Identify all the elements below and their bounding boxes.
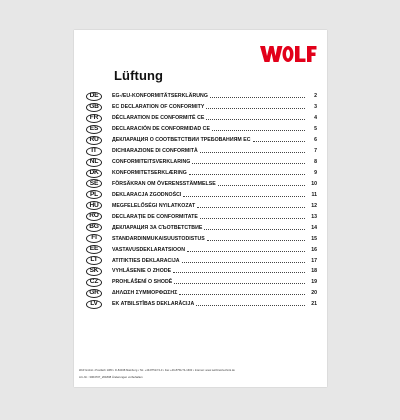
dot-leader bbox=[253, 138, 305, 142]
language-badge: IT bbox=[86, 147, 102, 156]
dot-leader bbox=[206, 105, 305, 109]
language-badge: DE bbox=[86, 92, 102, 101]
footer-address: Wolf GmbH • Postfach 1380 • D-84048 Mainburg • Tel. +49-8751/74-0 • Fax +49-8751/74-1600 • Internet: www.wolf-heiztechnik.de bbox=[79, 369, 235, 372]
toc-page-number: 8 bbox=[314, 159, 317, 166]
toc-page-number: 13 bbox=[311, 213, 317, 220]
language-badge: CZ bbox=[86, 278, 102, 287]
toc-page-number: 18 bbox=[311, 268, 317, 275]
toc-page-number: 11 bbox=[311, 191, 317, 198]
dot-leader bbox=[173, 269, 305, 273]
toc-page-number: 17 bbox=[311, 257, 317, 264]
language-badge: RU bbox=[86, 136, 102, 145]
language-badge: RO bbox=[86, 212, 102, 221]
toc-row-ee[interactable] bbox=[86, 244, 317, 255]
language-badge: SE bbox=[86, 179, 102, 188]
toc-label: PROHLÁŠENÍ O SHODĚ bbox=[112, 279, 173, 286]
table-of-contents bbox=[86, 91, 317, 310]
toc-label: STANDARDINMUKAISUUSTODISTUS bbox=[112, 235, 205, 242]
toc-label: DICHIARAZIONE DI CONFORMITÀ bbox=[112, 148, 198, 155]
toc-row-se[interactable] bbox=[86, 179, 317, 190]
toc-row-nl[interactable] bbox=[86, 157, 317, 168]
dot-leader bbox=[179, 291, 305, 295]
language-badge: FI bbox=[86, 234, 102, 243]
toc-row-pl[interactable] bbox=[86, 189, 317, 200]
toc-label: ΔΗΛΩΣΗ ΣΥΜΜΟΡΦΩΣΗΣ bbox=[112, 290, 178, 297]
toc-label: EG-/EU-KONFORMITÄTSERKLÄRUNG bbox=[112, 93, 208, 100]
dot-leader bbox=[192, 160, 305, 164]
toc-row-de[interactable] bbox=[86, 91, 317, 102]
toc-page-number: 21 bbox=[311, 301, 317, 308]
document-page bbox=[74, 30, 327, 387]
dot-leader bbox=[212, 127, 305, 131]
toc-row-hu[interactable] bbox=[86, 200, 317, 211]
language-badge: GR bbox=[86, 289, 102, 298]
language-badge: DK bbox=[86, 169, 102, 178]
toc-label: DÉCLARATION DE CONFORMITÉ CE bbox=[112, 115, 205, 122]
toc-row-gr[interactable] bbox=[86, 288, 317, 299]
toc-page-number: 12 bbox=[311, 202, 317, 209]
toc-label: FÖRSÄKRAN OM ÖVERENSSTÄMMELSE bbox=[112, 180, 216, 187]
dot-leader bbox=[182, 259, 305, 263]
toc-page-number: 9 bbox=[314, 170, 317, 177]
language-badge: BG bbox=[86, 223, 102, 232]
toc-label: KONFORMITETSERKLÆRING bbox=[112, 170, 187, 177]
toc-page-number: 10 bbox=[311, 180, 317, 187]
dot-leader bbox=[196, 302, 305, 306]
dot-leader bbox=[206, 116, 305, 120]
dot-leader bbox=[189, 171, 305, 175]
toc-page-number: 15 bbox=[311, 235, 317, 242]
toc-label: EC DECLARATION OF CONFORMITY bbox=[112, 104, 205, 111]
toc-page-number: 2 bbox=[314, 93, 317, 100]
toc-page-number: 4 bbox=[314, 115, 317, 122]
toc-row-gb[interactable] bbox=[86, 102, 317, 113]
toc-page-number: 20 bbox=[311, 290, 317, 297]
toc-row-fi[interactable] bbox=[86, 233, 317, 244]
toc-label: MEGFELELŐSÉGI NYILATKOZAT bbox=[112, 202, 196, 209]
toc-row-lt[interactable] bbox=[86, 255, 317, 266]
toc-row-lv[interactable] bbox=[86, 299, 317, 310]
toc-page-number: 5 bbox=[314, 126, 317, 133]
toc-row-ro[interactable] bbox=[86, 211, 317, 222]
toc-page-number: 19 bbox=[311, 279, 317, 286]
language-badge: LV bbox=[86, 300, 102, 309]
dot-leader bbox=[200, 149, 305, 153]
document-title: Lüftung bbox=[114, 68, 164, 83]
language-badge: GB bbox=[86, 103, 102, 112]
toc-label: CONFORMITEITSVERKLARING bbox=[112, 159, 191, 166]
toc-page-number: 7 bbox=[314, 148, 317, 155]
toc-page-number: 6 bbox=[314, 137, 317, 144]
language-badge: LT bbox=[86, 256, 102, 265]
toc-label: ДЕКЛАРАЦИЯ ЗА СЪОТВЕТСТВИЕ bbox=[112, 224, 203, 231]
toc-label: EK ATBILSTĪBAS DEKLARĀCIJA bbox=[112, 301, 195, 308]
toc-row-dk[interactable] bbox=[86, 168, 317, 179]
toc-page-number: 14 bbox=[311, 224, 317, 231]
language-badge: NL bbox=[86, 158, 102, 167]
dot-leader bbox=[197, 204, 305, 208]
dot-leader bbox=[187, 248, 305, 252]
toc-row-bg[interactable] bbox=[86, 222, 317, 233]
dot-leader bbox=[210, 94, 305, 98]
dot-leader bbox=[218, 182, 305, 186]
dot-leader bbox=[183, 193, 305, 197]
language-badge: FR bbox=[86, 114, 102, 123]
dot-leader bbox=[200, 215, 305, 219]
dot-leader bbox=[207, 237, 305, 241]
toc-label: DECLARAȚIE DE CONFORMITATE bbox=[112, 213, 198, 220]
language-badge: SK bbox=[86, 267, 102, 276]
toc-row-it[interactable] bbox=[86, 146, 317, 157]
language-badge: PL bbox=[86, 190, 102, 199]
dot-leader bbox=[204, 226, 305, 230]
toc-label: VASTAVUSDEKLARATSIOON bbox=[112, 246, 185, 253]
toc-label: VYHLÁSENIE O ZHODE bbox=[112, 268, 172, 275]
dot-leader bbox=[174, 280, 305, 284]
wolf-logo bbox=[259, 44, 317, 64]
toc-label: DECLARACIÓN DE CONFORMIDAD CE bbox=[112, 126, 210, 133]
toc-label: ДЕКЛАРАЦИЯ О СООТВЕТСТВИИ ТРЕБОВАНИЯМ ЕС bbox=[112, 137, 251, 144]
toc-page-number: 16 bbox=[311, 246, 317, 253]
toc-row-cz[interactable] bbox=[86, 277, 317, 288]
toc-row-sk[interactable] bbox=[86, 266, 317, 277]
toc-page-number: 3 bbox=[314, 104, 317, 111]
toc-label: DEKLARACJA ZGODNOŚCI bbox=[112, 191, 182, 198]
language-badge: EE bbox=[86, 245, 102, 254]
toc-label: ATITIKTIES DEKLARACIJA bbox=[112, 257, 180, 264]
toc-row-es[interactable] bbox=[86, 124, 317, 135]
language-badge: HU bbox=[86, 201, 102, 210]
language-badge: ES bbox=[86, 125, 102, 134]
toc-row-ru[interactable] bbox=[86, 135, 317, 146]
footer-article-number: Art.-Nr.: 3064707_201808 Änderungen vorbehalten bbox=[79, 375, 143, 379]
toc-row-fr[interactable] bbox=[86, 113, 317, 124]
